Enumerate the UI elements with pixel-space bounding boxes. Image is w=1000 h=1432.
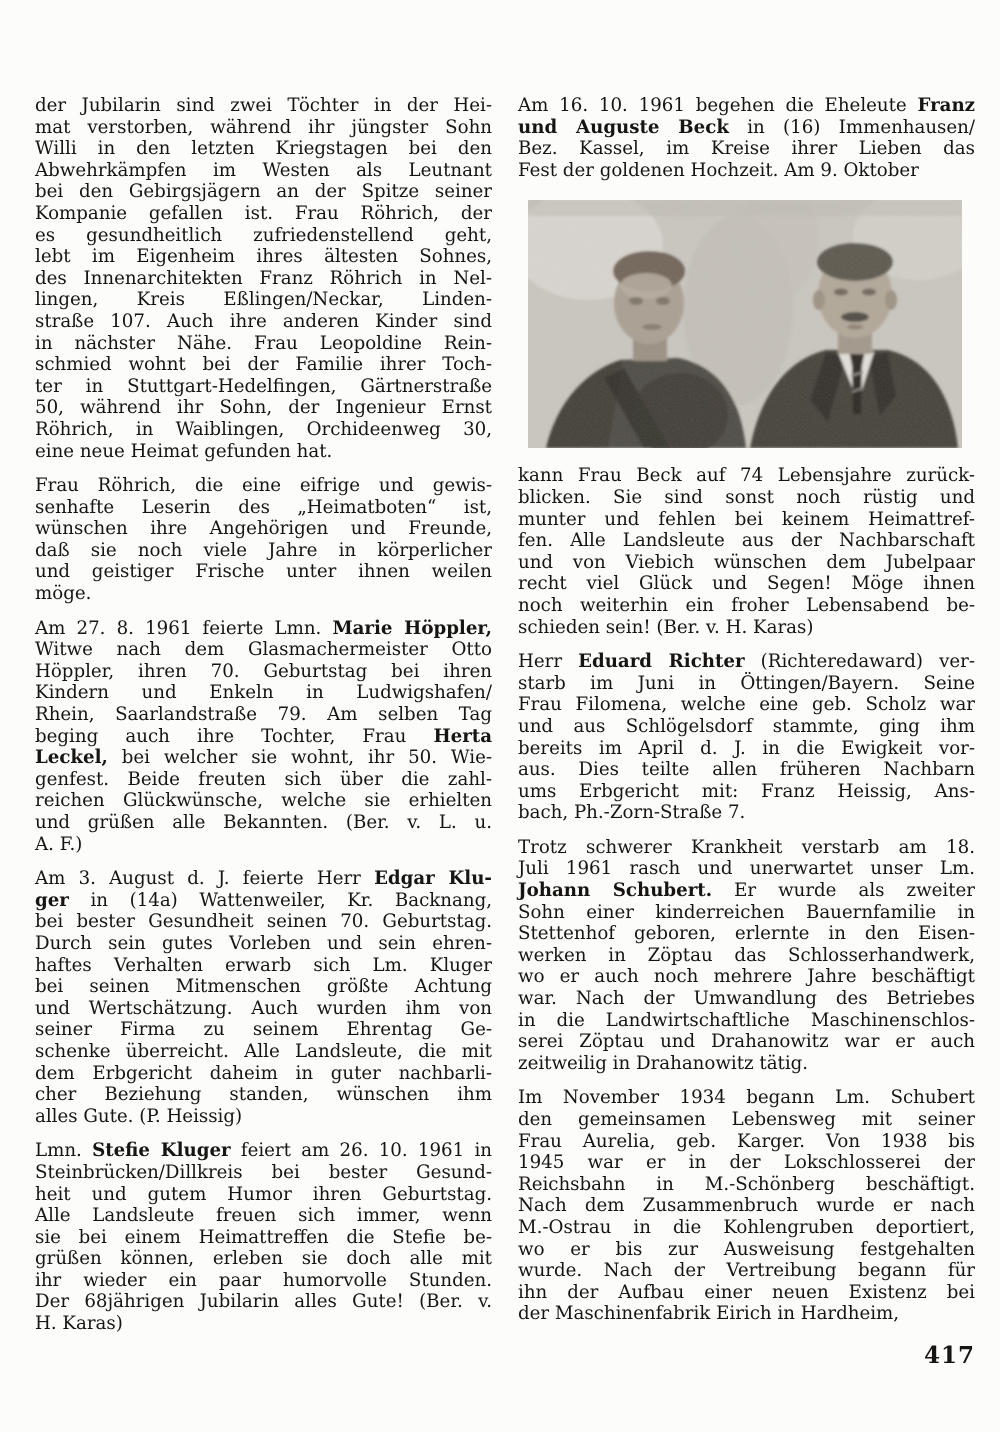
text-line: ums Erbgericht mit: Franz Heissig, Ans-	[518, 780, 975, 802]
text-line: noch weiterhin ein froher Lebensabend be-	[518, 594, 975, 616]
text-line: Abwehrkämpfen im Westen als Leutnant	[35, 159, 492, 181]
paragraph	[518, 651, 975, 824]
text-line: Bez. Kassel, im Kreise ihrer Lieben das	[518, 138, 975, 160]
right-column	[518, 95, 975, 1338]
paragraph	[35, 868, 492, 1127]
text-line: 1945 war er in der Lokschlosserei der	[518, 1152, 975, 1174]
text-line: schieden sein! (Ber. v. H. Karas)	[518, 616, 814, 638]
text-line: Witwe nach dem Glasmachermeister Otto	[35, 639, 492, 661]
text-line: fen. Alle Landsleute aus der Nachbarschaft	[518, 530, 975, 552]
text-line: haftes Verhalten erwarb sich Lm. Kluger	[35, 954, 492, 976]
text-line: ter in Stuttgart-Hedelfingen, Gärtnerstraße	[35, 375, 492, 397]
text-line: M.-Ostrau in die Kohlengruben deportiert,	[518, 1216, 975, 1238]
text-line: beging auch ihre Tochter, Frau Herta	[35, 725, 492, 747]
text-line: Steinbrücken/Dillkreis bei bester Gesund-	[35, 1161, 492, 1183]
text-line: Der 68jährigen Jubilarin alles Gute! (Ber. v.	[35, 1291, 492, 1313]
text-line: Am 16. 10. 1961 begehen die Eheleute Franz	[518, 95, 975, 116]
text-line: schenke überreicht. Alle Landsleute, die mit	[35, 1040, 492, 1062]
text-line: in nächster Nähe. Frau Leopoldine Rein-	[35, 332, 492, 354]
paragraph	[35, 1140, 492, 1334]
text-line: heit und gutem Humor ihren Geburtstag.	[35, 1183, 492, 1205]
text-line: in die Landwirtschaftliche Maschinenschlos-	[518, 1009, 975, 1031]
text-line: Fest der goldenen Hochzeit. Am 9. Oktober	[518, 159, 919, 181]
text-line: H. Karas)	[35, 1313, 123, 1335]
text-line: Stettenhof geboren, erlernte in den Eisen-	[518, 923, 975, 945]
paragraph	[518, 465, 975, 638]
text-line: und Wertschätzung. Auch wurden ihm von	[35, 997, 492, 1019]
text-line: genfest. Beide freuten sich über die zahl-	[35, 768, 492, 790]
text-line: wo er auch noch mehrere Jahre beschäftigt	[518, 966, 975, 988]
text-line: bach, Ph.-Zorn-Straße 7.	[518, 802, 746, 824]
text-line: und von Viebich wünschen dem Jubelpaar	[518, 551, 975, 573]
text-line: der Jubilarin sind zwei Töchter in der Hei-	[35, 95, 492, 116]
text-line: Frau Filomena, welche eine geb. Scholz war	[518, 694, 975, 716]
text-line: Herr Eduard Richter (Richteredaward) ver-	[518, 651, 975, 673]
beck-couple-photo	[528, 200, 962, 448]
paragraph	[518, 1087, 975, 1325]
text-line: serei Zöptau und Drahanowitz war er auch	[518, 1031, 975, 1053]
text-line: des Innenarchitekten Franz Röhrich in Nel-	[35, 267, 492, 289]
text-line: Juli 1961 rasch und unerwartet unser Lm.	[518, 858, 975, 880]
text-line: grüßen können, erleben sie doch alle mit	[35, 1248, 492, 1270]
text-line: starb im Juni in Öttingen/Bayern. Seine	[518, 672, 975, 694]
text-line: wurde. Nach der Vertreibung begann für	[518, 1260, 975, 1282]
text-line: seiner Firma zu seinem Ehrentag Ge-	[35, 1019, 492, 1041]
text-line: bei seinen Mitmenschen größte Achtung	[35, 976, 492, 998]
text-line: blicken. Sie sind sonst noch rüstig und	[518, 486, 975, 508]
text-line: und aus Schlögelsdorf stammte, ging ihm	[518, 715, 975, 737]
text-line: Rhein, Saarlandstraße 79. Am selben Tag	[35, 704, 492, 726]
text-line: straße 107. Auch ihre anderen Kinder sind	[35, 310, 492, 332]
text-line: wünschen ihre Angehörigen und Freunde,	[35, 518, 492, 540]
text-line: Frau Aurelia, geb. Karger. Von 1938 bis	[518, 1130, 975, 1152]
text-line: lingen, Kreis Eßlingen/Neckar, Linden-	[35, 289, 492, 311]
text-line: war. Nach der Umwandlung des Betriebes	[518, 988, 975, 1010]
text-line: Kompanie gefallen ist. Frau Röhrich, der	[35, 202, 492, 224]
text-line: munter und fehlen bei keinem Heimattref-	[518, 508, 975, 530]
text-line: ger in (14a) Wattenweiler, Kr. Backnang,	[35, 889, 492, 911]
text-line: Kindern und Enkeln in Ludwigshafen/	[35, 682, 492, 704]
text-line: ihr wieder ein paar humorvolle Stunden.	[35, 1269, 492, 1291]
text-line: sie bei einem Heimattreffen die Stefie be-	[35, 1226, 492, 1248]
text-line: Trotz schwerer Krankheit verstarb am 18.	[518, 836, 975, 858]
text-line: Reichsbahn in M.-Schönberg beschäftigt.	[518, 1173, 975, 1195]
text-line: und Auguste Beck in (16) Immenhausen/	[518, 116, 975, 138]
text-line: und geistiger Frische unter ihnen weilen	[35, 561, 492, 583]
text-line: werken in Zöptau das Schlosserhandwerk,	[518, 944, 975, 966]
text-line: reichen Glückwünsche, welche sie erhielten	[35, 790, 492, 812]
text-line: lebt im Eigenheim ihres ältesten Sohnes,	[35, 246, 492, 268]
text-line: Leckel, bei welcher sie wohnt, ihr 50. Wie-	[35, 747, 492, 769]
text-line: cher Beziehung standen, wünschen ihm	[35, 1084, 492, 1106]
text-line: bei bester Gesundheit seinen 70. Geburtstag.	[35, 911, 492, 933]
text-line: der Maschinenfabrik Eirich in Hardheim,	[518, 1303, 900, 1325]
text-line: Alle Landsleute freuen sich immer, wenn	[35, 1205, 492, 1227]
text-line: daß sie noch viele Jahre in körperlicher	[35, 539, 492, 561]
text-line: Johann Schubert. Er wurde als zweiter	[518, 880, 975, 902]
text-line: bei den Gebirgsjägern an der Spitze seiner	[35, 181, 492, 203]
text-line: den gemeinsamen Lebensweg mit seiner	[518, 1109, 975, 1130]
text-line: zeitweilig in Drahanowitz tätig.	[518, 1052, 809, 1074]
right-column-top	[518, 95, 975, 181]
text-line: Sohn einer kinderreichen Bauernfamilie in	[518, 901, 975, 923]
text-line: Willi in den letzten Kriegstagen bei den	[35, 138, 492, 160]
text-line: möge.	[35, 583, 92, 605]
left-column	[35, 95, 492, 1348]
text-line: alles Gute. (P. Heissig)	[35, 1105, 243, 1127]
text-line: recht viel Glück und Segen! Möge ihnen	[518, 573, 975, 595]
text-line: wo er bis zur Ausweisung festgehalten	[518, 1238, 975, 1260]
text-line: Lmn. Stefie Kluger feiert am 26. 10. 1961 in	[35, 1140, 492, 1162]
text-line: Im November 1934 begann Lm. Schubert	[518, 1087, 975, 1109]
text-line: Frau Röhrich, die eine eifrige und gewis-	[35, 475, 492, 497]
text-line: dem Erbgericht daheim in guter nachbarli-	[35, 1062, 492, 1084]
text-line: Am 27. 8. 1961 feierte Lmn. Marie Höppler,	[35, 617, 492, 639]
photo-illustration	[528, 200, 962, 448]
text-line: A. F.)	[35, 833, 83, 855]
page-number: 417	[923, 1342, 975, 1369]
text-line: Durch sein gutes Vorleben und sein ehren-	[35, 932, 492, 954]
paragraph	[35, 475, 492, 605]
text-line: Nach dem Zusammenbruch wurde er nach	[518, 1195, 975, 1217]
text-line: senhafte Leserin des „Heimatboten“ ist,	[35, 496, 492, 518]
text-line: es gesundheitlich zufriedenstellend geht,	[35, 224, 492, 246]
right-column-bottom	[518, 465, 975, 1325]
paragraph	[518, 95, 975, 181]
text-line: Höppler, ihren 70. Geburtstag bei ihren	[35, 660, 492, 682]
paragraph	[35, 95, 492, 462]
text-line: ihn der Aufbau einer neuen Existenz bei	[518, 1281, 975, 1303]
text-line: eine neue Heimat gefunden hat.	[35, 440, 333, 462]
text-line: schmied wohnt bei der Familie ihrer Toch-	[35, 354, 492, 376]
text-line: 50, während ihr Sohn, der Ingenieur Ernst	[35, 397, 492, 419]
text-line: und grüßen alle Bekannten. (Ber. v. L. u.	[35, 812, 492, 833]
text-line: Röhrich, in Waiblingen, Orchideenweg 30,	[35, 418, 492, 440]
text-line: Am 3. August d. J. feierte Herr Edgar Klu-	[35, 868, 492, 890]
paragraph	[518, 837, 975, 1075]
paragraph	[35, 618, 492, 856]
text-line: mat verstorben, während ihr jüngster Sohn	[35, 116, 492, 138]
text-line: bereits im April d. J. in die Ewigkeit vor-	[518, 737, 975, 759]
text-line: aus. Dies teilte allen früheren Nachbarn	[518, 759, 975, 781]
text-line: kann Frau Beck auf 74 Lebensjahre zurück-	[518, 465, 975, 487]
